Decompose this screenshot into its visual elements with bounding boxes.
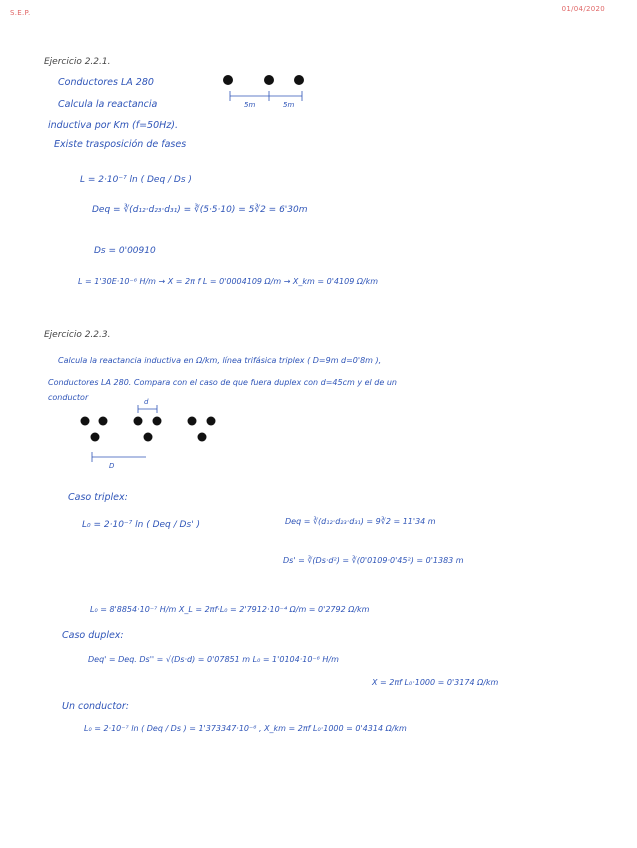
conductor-layout-figure-2 (78, 396, 228, 470)
bundle-3-conductor-c (198, 433, 207, 442)
exercise-2-line-1: Calcula la reactancia inductiva en Ω/km, línea trifásica triplex ( D=9m d=0'8m ), (58, 356, 382, 365)
exercise-1-equation-3: Ds = 0'00910 (94, 246, 156, 256)
triplex-equation-2: Deq = ∛(d₁₂·d₂₃·d₃₁) = 9∛2 = 11'34 m (285, 517, 436, 526)
exercise-1-equation-1: L = 2·10⁻⁷ ln ( Deq / Ds ) (80, 175, 192, 185)
bundle-1-conductor-c (91, 433, 100, 442)
phase-conductor-1 (223, 75, 233, 85)
bundle-2-conductor-a (134, 417, 143, 426)
page-code: S.E.P. (10, 9, 31, 17)
bundle-3-conductor-b (207, 417, 216, 426)
bundle-2-conductor-b (153, 417, 162, 426)
triplex-equation-1: L₀ = 2·10⁻⁷ ln ( Deq / Ds' ) (82, 520, 200, 530)
page-date: 01/04/2020 (561, 5, 605, 13)
spacing-label-1: 5m (244, 101, 256, 109)
phase-spacing-label: D (109, 462, 115, 470)
bundle-1-conductor-a (81, 417, 90, 426)
exercise-1-equation-2: Deq = ∛(d₁₂·d₂₃·d₃₁) = ∛(5·5·10) = 5∛2 = 6'30m (92, 205, 308, 215)
triplex-equation-4: L₀ = 8'8854·10⁻⁷ H/m X_L = 2πf·L₀ = 2'7912·10⁻⁴ Ω/m = 0'2792 Ω/km (90, 605, 370, 614)
exercise-1-line-4: Existe trasposición de fases (54, 139, 187, 150)
single-conductor-heading: Un conductor: (62, 701, 129, 712)
triplex-equation-3: Ds' = ∛(Ds·d²) = ∛(0'0109·0'45²) = 0'1383 m (283, 556, 464, 565)
phase-conductor-2 (264, 75, 274, 85)
duplex-heading: Caso duplex: (62, 630, 124, 641)
exercise-2-line-2: Conductores LA 280. Compara con el caso de que fuera duplex con d=45cm y el de un (48, 378, 397, 387)
single-conductor-equation: L₀ = 2·10⁻⁷ ln ( Deq / Ds ) = 1'373347·10⁻⁶ , X_km = 2πf L₀·1000 = 0'4314 Ω/km (84, 724, 407, 733)
conductor-layout-figure-1 (220, 72, 310, 112)
exercise-1-line-2: Calcula la reactancia (58, 99, 158, 110)
subconductor-spacing-label: d (144, 398, 149, 406)
exercise-2-line-3: conductor (48, 393, 89, 402)
triplex-heading: Caso triplex: (68, 492, 128, 503)
exercise-1-title: Ejercicio 2.2.1. (44, 57, 111, 67)
bundle-3-conductor-a (188, 417, 197, 426)
exercise-2-title: Ejercicio 2.2.3. (44, 330, 111, 340)
spacing-label-2: 5m (283, 101, 295, 109)
exercise-1-equation-4: L = 1'30E·10⁻⁶ H/m → X = 2π f L = 0'0004109 Ω/m → X_km = 0'4109 Ω/km (78, 277, 379, 286)
bundle-1-conductor-b (99, 417, 108, 426)
duplex-equation-1: Deq' = Deq. Ds'' = √(Ds·d) = 0'07851 m L₀ = 1'0104·10⁻⁶ H/m (88, 655, 339, 664)
exercise-1-line-1: Conductores LA 280 (58, 77, 154, 88)
bundle-2-conductor-c (144, 433, 153, 442)
duplex-equation-2: X = 2πf L₀·1000 = 0'3174 Ω/km (372, 678, 499, 687)
exercise-1-line-3: inductiva por Km (f=50Hz). (48, 120, 178, 131)
phase-conductor-3 (294, 75, 304, 85)
